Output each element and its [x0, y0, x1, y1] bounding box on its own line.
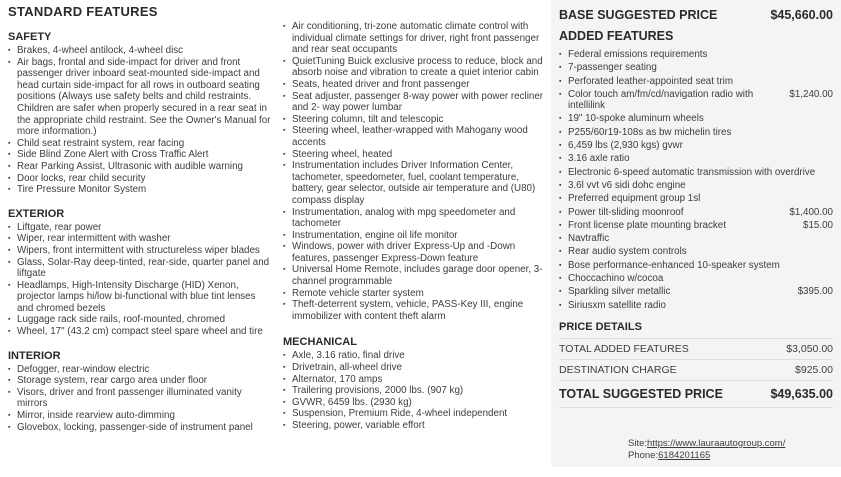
added-feature-text: Electronic 6-speed automatic transmission with overdrive	[568, 166, 816, 178]
bullet-icon: ▪	[559, 195, 562, 203]
bullet-icon: ▪	[8, 139, 11, 147]
feature-text: Storage system, rear cargo area under floor	[17, 375, 208, 387]
added-feature-item	[559, 49, 833, 60]
feature-item	[283, 160, 546, 206]
feature-item	[283, 420, 546, 432]
added-feature-text: 3.6l vvt v6 sidi dohc engine	[568, 179, 686, 191]
added-feature-item	[559, 127, 833, 138]
bullet-icon: ▪	[559, 90, 562, 98]
added-feature-text: Color touch am/fm/cd/navigation radio with intellilink	[568, 88, 754, 112]
feature-text: Steering, power, variable effort	[292, 420, 425, 431]
added-feature-text: P255/60r19-108s as bw michelin tires	[568, 126, 732, 138]
added-feature-price: $15.00	[803, 219, 833, 231]
bullet-icon: ▪	[283, 150, 286, 158]
added-feature-item	[559, 207, 833, 218]
bullet-icon: ▪	[283, 375, 286, 383]
added-feature-item	[559, 300, 833, 311]
feature-text: Suspension, Premium Ride, 4-wheel independent	[292, 408, 508, 420]
feature-text: Side Blind Zone Alert with Cross Traffic Alert	[17, 149, 209, 161]
bullet-icon: ▪	[8, 388, 11, 396]
price-detail-label: DESTINATION CHARGE	[559, 363, 677, 376]
feature-item	[8, 173, 272, 185]
added-feature-item	[559, 180, 833, 191]
feature-text: Instrumentation, analog with mpg speedometer and tachometer	[292, 206, 516, 230]
added-feature-item	[559, 233, 833, 244]
added-feature-item	[559, 153, 833, 164]
bullet-icon: ▪	[283, 208, 286, 216]
added-feature-text: Power tilt-sliding moonroof	[568, 206, 684, 218]
feature-text: Liftgate, rear power	[17, 221, 102, 233]
added-feature-text: Rear audio system controls	[568, 246, 687, 258]
bullet-icon: ▪	[283, 422, 286, 429]
section-heading: INTERIOR	[8, 349, 61, 362]
feature-text: Instrumentation includes Driver Information Center, tachometer, speedometer, fuel, coolant temperature, battery, gear selector, outside air temperature and (U80) compass display	[292, 160, 536, 206]
features-continuation-column	[283, 0, 546, 432]
feature-list	[8, 222, 272, 338]
bullet-icon: ▪	[283, 57, 286, 65]
phone-line	[628, 450, 785, 462]
feature-text: Glass, Solar-Ray deep-tinted, rear-side, quarter panel and liftgate	[17, 256, 270, 280]
bullet-icon: ▪	[283, 398, 286, 406]
feature-text: Steering wheel, heated	[292, 148, 393, 160]
feature-item	[8, 375, 272, 387]
bullet-icon: ▪	[559, 142, 562, 150]
feature-text: Wiper, rear intermittent with washer	[17, 233, 171, 245]
feature-text: Door locks, rear child security	[17, 172, 146, 184]
added-feature-item	[559, 140, 833, 151]
feature-text: Steering column, tilt and telescopic	[292, 113, 444, 125]
bullet-icon: ▪	[559, 128, 562, 136]
added-feature-text: 6,459 lbs (2,930 kgs) gvwr	[568, 140, 683, 152]
feature-text: Mirror, inside rearview auto-dimming	[17, 410, 175, 422]
standard-features-sections	[8, 31, 272, 433]
feature-item	[283, 21, 546, 56]
added-feature-item	[559, 62, 833, 73]
feature-text: Defogger, rear-window electric	[17, 363, 150, 375]
feature-item	[8, 184, 272, 196]
section-heading: SAFETY	[8, 31, 52, 43]
bullet-icon: ▪	[8, 281, 11, 289]
added-feature-item	[559, 220, 833, 231]
bullet-icon: ▪	[8, 174, 11, 182]
bullet-icon: ▪	[283, 410, 286, 418]
feature-list	[283, 350, 546, 431]
bullet-icon: ▪	[283, 301, 286, 309]
bullet-icon: ▪	[8, 58, 11, 66]
bullet-icon: ▪	[283, 243, 286, 251]
bullet-icon: ▪	[559, 155, 562, 163]
bullet-icon: ▪	[8, 246, 11, 254]
added-feature-item	[559, 89, 833, 112]
feature-item	[8, 314, 272, 326]
feature-item	[283, 362, 546, 374]
added-feature-text: Bose performance-enhanced 10-speaker system	[568, 259, 780, 271]
price-detail-value: $3,050.00	[786, 342, 833, 355]
feature-item	[283, 56, 546, 79]
bullet-icon: ▪	[559, 168, 562, 176]
added-features-heading: ADDED FEATURES	[559, 29, 674, 43]
bullet-icon: ▪	[559, 115, 562, 123]
feature-item	[8, 280, 272, 315]
bullet-icon: ▪	[559, 235, 562, 243]
feature-item	[8, 233, 272, 245]
bullet-icon: ▪	[8, 412, 11, 420]
price-details-rows	[559, 339, 833, 381]
feature-text: Wheel, 17" (43.2 cm) compact steel spare wheel and tire	[17, 326, 263, 338]
added-feature-item	[559, 76, 833, 87]
feature-item	[283, 299, 546, 322]
bullet-icon: ▪	[8, 365, 11, 373]
feature-text: Seat adjuster, passenger 8-way power with power recliner and 2- way power lumbar	[292, 90, 544, 114]
feature-text: Brakes, 4-wheel antilock, 4-wheel disc	[17, 45, 184, 56]
added-feature-text: Navtraffic	[568, 233, 610, 245]
feature-text: Child seat restraint system, rear facing	[17, 137, 185, 149]
added-feature-item	[559, 286, 833, 297]
feature-text: Visors, driver and front passenger illuminated vanity mirrors	[17, 386, 242, 410]
feature-item	[283, 288, 546, 300]
features-continuation-sections	[283, 21, 546, 432]
added-feature-text: Preferred equipment group 1sl	[568, 193, 701, 205]
feature-text: Remote vehicle starter system	[292, 287, 424, 299]
feature-text: Alternator, 170 amps	[292, 373, 383, 385]
bullet-icon: ▪	[559, 261, 562, 269]
total-price-row	[559, 381, 833, 408]
bullet-icon: ▪	[283, 80, 286, 88]
site-link[interactable]: https://www.lauraautogroup.com/	[647, 438, 786, 449]
price-details-heading: PRICE DETAILS	[559, 321, 833, 339]
added-feature-item	[559, 260, 833, 271]
feature-text: Axle, 3.16 ratio, final drive	[292, 350, 405, 362]
bullet-icon: ▪	[8, 162, 11, 170]
bullet-icon: ▪	[559, 208, 562, 216]
feature-item	[8, 161, 272, 173]
price-detail-value: $925.00	[795, 363, 833, 376]
bullet-icon: ▪	[559, 64, 562, 72]
bullet-icon: ▪	[283, 266, 286, 274]
bullet-icon: ▪	[559, 51, 562, 58]
phone-label: Phone:	[628, 449, 659, 461]
added-feature-item	[559, 273, 833, 284]
added-feature-item	[559, 193, 833, 204]
bullet-icon: ▪	[8, 316, 11, 324]
price-detail-row	[559, 360, 833, 381]
feature-text: Trailering provisions, 2000 lbs. (907 kg)	[292, 385, 464, 397]
added-feature-price: $395.00	[797, 286, 833, 298]
added-feature-text: 3.16 axle ratio	[568, 153, 630, 165]
feature-item	[8, 138, 272, 150]
feature-item	[283, 79, 546, 91]
bullet-icon: ▪	[283, 23, 286, 30]
feature-list	[8, 364, 272, 434]
feature-item	[8, 257, 272, 280]
added-feature-text: Sparkling silver metallic	[568, 286, 671, 298]
total-price-label: TOTAL SUGGESTED PRICE	[559, 386, 723, 401]
bullet-icon: ▪	[283, 115, 286, 123]
bullet-icon: ▪	[559, 301, 562, 309]
price-panel	[551, 0, 841, 467]
added-feature-text: 19" 10-spoke aluminum wheels	[568, 113, 704, 125]
added-feature-text: 7-passenger seating	[568, 62, 657, 74]
added-feature-item	[559, 167, 833, 178]
feature-item	[8, 387, 272, 410]
feature-item	[8, 245, 272, 257]
feature-item	[283, 125, 546, 148]
bullet-icon: ▪	[283, 127, 286, 135]
total-price-value: $49,635.00	[770, 386, 833, 401]
bullet-icon: ▪	[8, 47, 11, 54]
feature-text: Universal Home Remote, includes garage door opener, 3-channel programmable	[292, 264, 543, 288]
standard-features-column	[8, 0, 272, 433]
bullet-icon: ▪	[559, 181, 562, 189]
feature-item	[283, 385, 546, 397]
bullet-icon: ▪	[8, 328, 11, 336]
feature-text: Seats, heated driver and front passenger	[292, 78, 470, 90]
bullet-icon: ▪	[559, 275, 562, 283]
feature-text: Rear Parking Assist, Ultrasonic with audible warning	[17, 160, 243, 172]
feature-item	[8, 364, 272, 376]
feature-item	[8, 422, 272, 434]
feature-item	[283, 230, 546, 242]
bullet-icon: ▪	[8, 423, 11, 431]
bullet-icon: ▪	[8, 186, 11, 194]
feature-item	[283, 241, 546, 264]
base-price-label: BASE SUGGESTED PRICE	[559, 8, 718, 22]
added-feature-price: $1,400.00	[789, 206, 833, 218]
feature-item	[283, 374, 546, 386]
bullet-icon: ▪	[283, 162, 286, 170]
added-feature-text: Choccachino w/cocoa	[568, 273, 664, 285]
bullet-icon: ▪	[8, 223, 11, 231]
phone-link[interactable]: 6184201165	[658, 449, 711, 461]
feature-text: Headlamps, High-Intensity Discharge (HID) Xenon, projector lamps hi/low bi-functional with blue tint lenses and chromed bezels	[17, 279, 256, 314]
standard-features-title: STANDARD FEATURES	[8, 4, 158, 19]
section-heading: EXTERIOR	[8, 207, 65, 220]
bullet-icon: ▪	[559, 221, 562, 229]
added-feature-text: Perforated leather-appointed seat trim	[568, 75, 734, 87]
feature-text: Windows, power with driver Express-Up and -Down features, passenger Express-Down feature	[292, 241, 516, 264]
bullet-icon: ▪	[283, 364, 286, 372]
feature-item	[8, 149, 272, 161]
feature-item	[283, 91, 546, 114]
feature-text: Steering wheel, leather-wrapped with Mahogany wood accents	[292, 125, 528, 148]
bullet-icon: ▪	[283, 231, 286, 239]
feature-item	[8, 57, 272, 138]
bullet-icon: ▪	[283, 92, 286, 100]
site-line	[628, 438, 785, 450]
bullet-icon: ▪	[559, 77, 562, 85]
added-feature-text: Front license plate mounting bracket	[568, 219, 726, 231]
feature-item	[283, 149, 546, 161]
feature-list	[8, 45, 272, 196]
site-label: Site:	[628, 438, 648, 449]
feature-item	[283, 264, 546, 287]
feature-item	[283, 207, 546, 230]
feature-item	[8, 410, 272, 422]
bullet-icon: ▪	[8, 235, 11, 243]
bullet-icon: ▪	[8, 151, 11, 159]
feature-text: Luggage rack side rails, roof-mounted, chromed	[17, 314, 226, 326]
added-feature-item	[559, 246, 833, 257]
base-price-value: $45,660.00	[770, 8, 833, 22]
added-features-list	[559, 49, 833, 311]
bullet-icon: ▪	[559, 288, 562, 296]
price-detail-row	[559, 339, 833, 360]
added-feature-text: Federal emissions requirements	[568, 49, 708, 60]
bullet-icon: ▪	[8, 258, 11, 266]
feature-text: Air conditioning, tri-zone automatic climate control with individual climate settings for driver, right front passenger and rear seat occupants	[292, 21, 540, 56]
feature-item	[8, 45, 272, 57]
feature-text: Drivetrain, all-wheel drive	[292, 362, 402, 374]
bullet-icon: ▪	[283, 352, 286, 360]
bullet-icon: ▪	[8, 377, 11, 385]
feature-item	[283, 350, 546, 362]
feature-text: Tire Pressure Monitor System	[17, 184, 147, 196]
bullet-icon: ▪	[283, 289, 286, 297]
dealer-contact	[628, 438, 785, 461]
feature-item	[8, 222, 272, 234]
base-price-row	[559, 4, 833, 29]
feature-item	[283, 408, 546, 420]
feature-text: GVWR, 6459 lbs. (2930 kg)	[292, 396, 412, 408]
feature-list	[283, 21, 546, 322]
feature-text: QuietTuning Buick exclusive process to reduce, block and absorb noise and vibration to create a quiet interior cabin	[292, 55, 543, 79]
feature-text: Instrumentation, engine oil life monitor	[292, 229, 458, 241]
added-feature-item	[559, 113, 833, 124]
price-detail-label: TOTAL ADDED FEATURES	[559, 342, 689, 355]
feature-item	[8, 326, 272, 338]
feature-item	[283, 114, 546, 126]
section-heading: MECHANICAL	[283, 336, 357, 349]
feature-text: Wipers, front intermittent with structureless wiper blades	[17, 244, 260, 256]
feature-text: Glovebox, locking, passenger-side of instrument panel	[17, 421, 253, 433]
feature-text: Theft-deterrent system, vehicle, PASS-Key III, engine immobilizer with content theft alarm	[292, 299, 524, 322]
added-feature-price: $1,240.00	[789, 88, 833, 100]
added-feature-text: Siriusxm satellite radio	[568, 299, 667, 311]
bullet-icon: ▪	[283, 387, 286, 395]
feature-text: Air bags, frontal and side-impact for driver and front passenger driver inboard seat-mounted side-impact and head curtain side-impact for all rows in outboard seating positions (Always use safety belts and child restraints. Children are safer when properly secured in a rear seat in the appropriate child restraint. See the Owner's Manual for more information.)	[17, 56, 271, 138]
feature-item	[283, 397, 546, 409]
bullet-icon: ▪	[559, 248, 562, 256]
